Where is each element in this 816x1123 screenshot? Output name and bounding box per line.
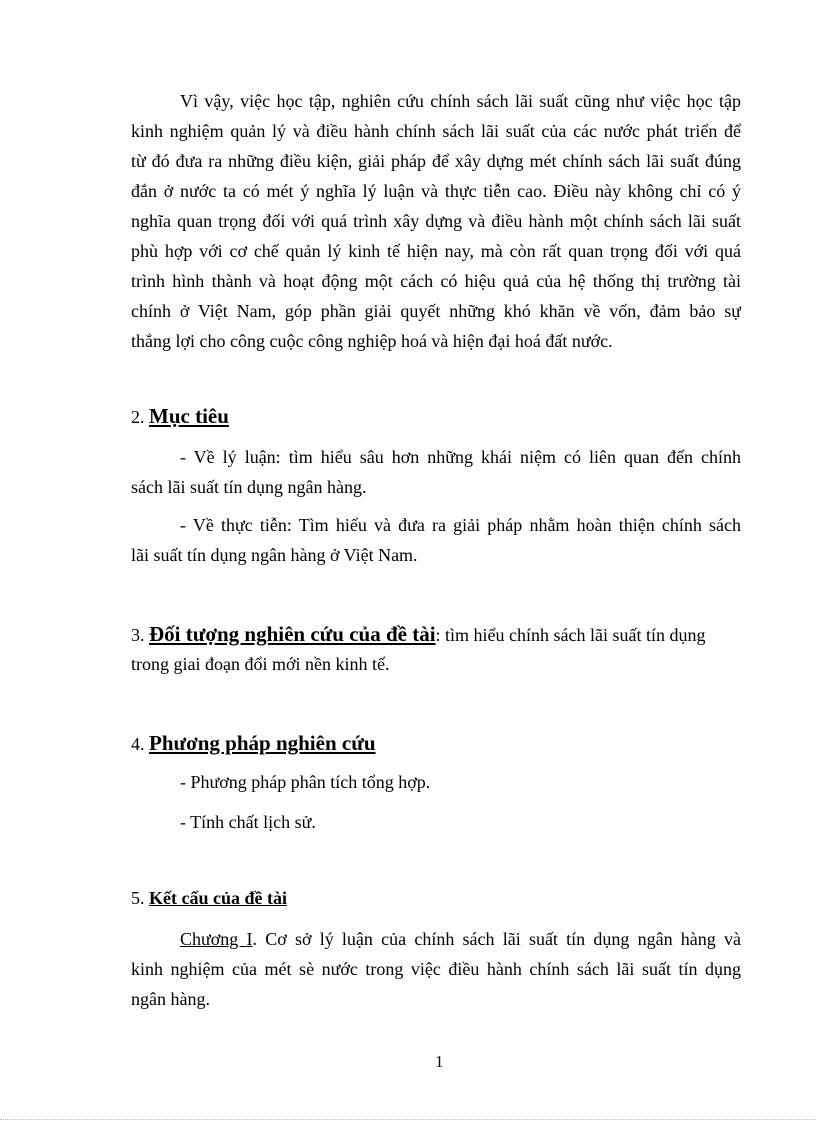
paragraph-line: trong giai đoạn đổi mới nền kinh tế. bbox=[131, 654, 390, 674]
page-bottom-border bbox=[0, 1119, 816, 1120]
section-5-heading bbox=[131, 888, 287, 909]
section-number: 3. bbox=[131, 625, 145, 645]
section-title: Kết cấu của đề tài bbox=[149, 888, 287, 908]
paragraph-line: Vì vậy, việc học tập, nghiên cứu chính sách lãi suất cũng như việc học tập bbox=[180, 91, 741, 111]
paragraph-line: thắng lợi cho công cuộc công nghiệp hoá và hiện đại hoá đất nước. bbox=[131, 331, 613, 351]
paragraph-line: đắn ở nước ta có mét ý nghĩa lý luận và thực tiễn cao. Điều này không chỉ có ý bbox=[131, 181, 741, 201]
paragraph-line: nghĩa quan trọng đối với quá trình xây dựng và điều hành một chính sách lãi suất bbox=[131, 211, 741, 231]
paragraph-line: - Về lý luận: tìm hiểu sâu hơn những khái niệm có liên quan đến chính bbox=[180, 447, 741, 467]
paragraph-line: lãi suất tín dụng ngân hàng ở Việt Nam. bbox=[131, 545, 418, 565]
section-2-heading bbox=[131, 404, 229, 429]
paragraph-line: kinh nghiệm quản lý và điều hành chính sách lãi suất của các nước phát triển để bbox=[131, 121, 741, 141]
chapter-label: Chương I bbox=[180, 929, 253, 949]
section-4-method-item: - Phương pháp phân tích tổng hợp. bbox=[180, 772, 431, 792]
section-4-heading bbox=[131, 731, 376, 756]
paragraph-line: trình hình thành và hoạt động một cách có hiệu quả của hệ thống thị trường tài bbox=[131, 271, 741, 291]
chapter-description: . Cơ sở lý luận của chính sách lãi suất tín dụng ngân hàng và bbox=[252, 929, 741, 949]
section-number: 5. bbox=[131, 888, 145, 908]
section-title: Phương pháp nghiên cứu bbox=[149, 731, 376, 755]
section-5-chapter-paragraph bbox=[131, 924, 741, 1014]
section-title: Đối tượng nghiên cứu của đề tài bbox=[149, 622, 436, 646]
section-number: 4. bbox=[131, 734, 145, 754]
paragraph-line: phù hợp với cơ chế quản lý kinh tế hiện nay, mà còn rất quan trọng đối với quá bbox=[131, 241, 741, 261]
paragraph-line: ngân hàng. bbox=[131, 989, 210, 1009]
paragraph-line: sách lãi suất tín dụng ngân hàng. bbox=[131, 477, 367, 497]
page-number: 1 bbox=[435, 1052, 444, 1071]
paragraph-line bbox=[131, 924, 741, 954]
section-title: Mục tiêu bbox=[149, 404, 229, 428]
section-3-paragraph bbox=[131, 619, 741, 679]
section-3-description: : tìm hiểu chính sách lãi suất tín dụng bbox=[435, 625, 706, 645]
intro-paragraph bbox=[131, 86, 741, 356]
paragraph-line: kinh nghiệm của mét sè nước trong việc điều hành chính sách lãi suất tín dụng bbox=[131, 959, 741, 979]
paragraph-line: chính ở Việt Nam, góp phần giải quyết những khó khăn về vốn, đảm bảo sự bbox=[131, 301, 741, 321]
section-number: 2. bbox=[131, 407, 145, 427]
paragraph-line: từ đó đưa ra những điều kiện, giải pháp để xây dựng mét chính sách lãi suất đúng bbox=[131, 151, 741, 171]
section-2-item-objective-practice bbox=[131, 510, 741, 570]
section-4-method-item: - Tính chất lịch sử. bbox=[180, 812, 316, 832]
paragraph-line: - Về thực tiễn: Tìm hiểu và đưa ra giải pháp nhằm hoàn thiện chính sách bbox=[180, 515, 741, 535]
section-2-item-objective-theory bbox=[131, 442, 741, 502]
section-3-heading-line bbox=[131, 619, 741, 649]
